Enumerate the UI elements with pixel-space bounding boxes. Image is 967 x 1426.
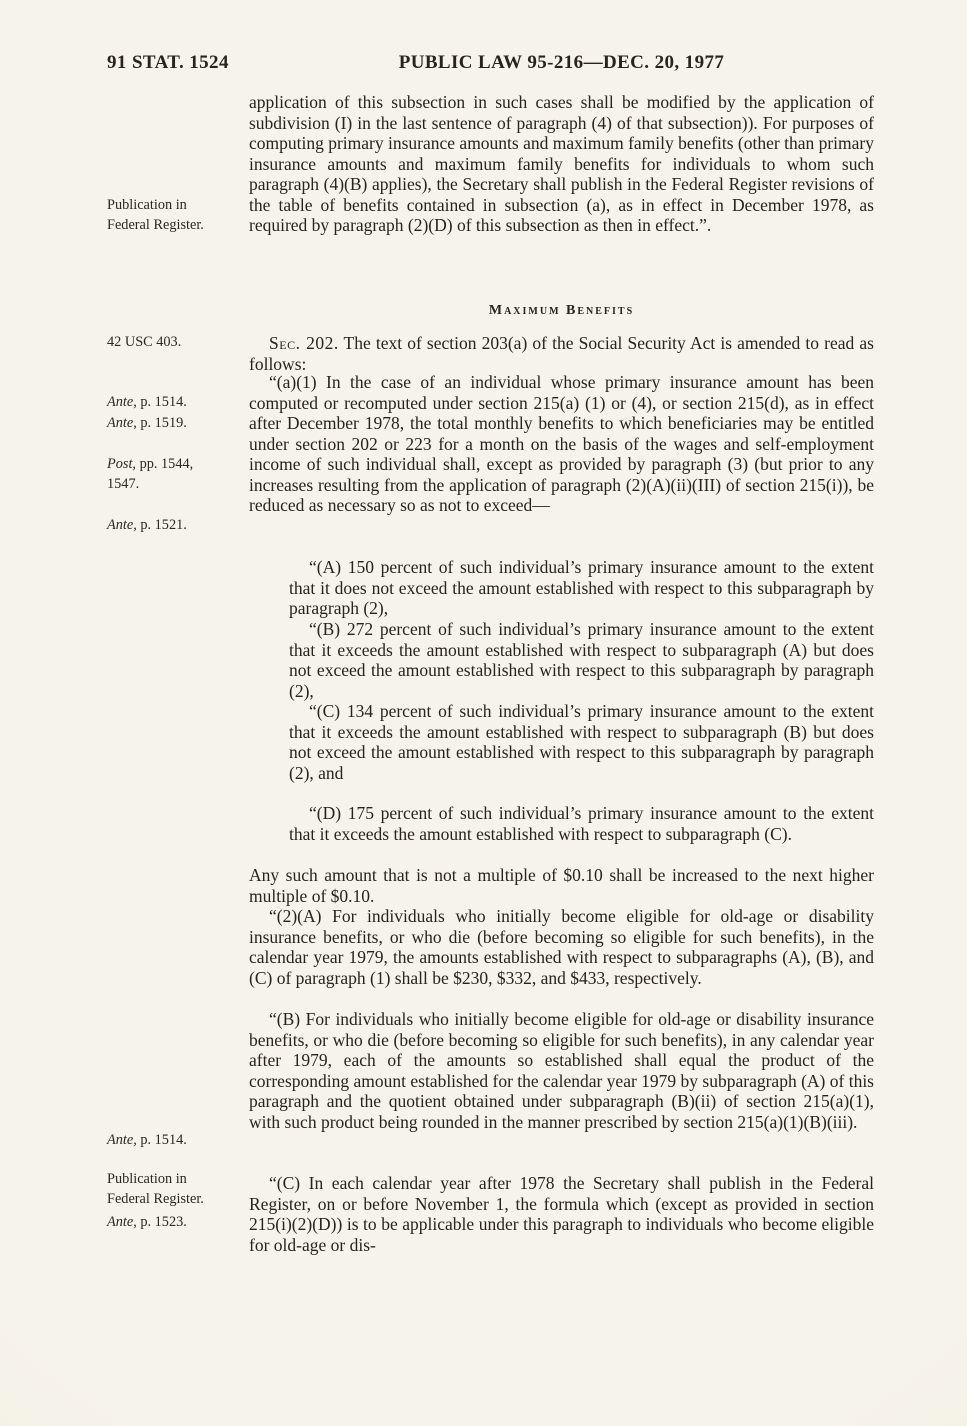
margin-note-case-ref: Ante, [107, 394, 137, 410]
public-law-header: PUBLIC LAW 95-216—DEC. 20, 1977 [398, 52, 725, 73]
margin-note-ante-1514 [107, 392, 245, 412]
paragraph-rounding-rule: Any such amount that is not a multiple of $0.10 shall be increased to the next higher multiple of $0.10. [249, 865, 874, 906]
margin-note-line: Federal Register. [107, 217, 204, 233]
sec-202-text: The text of section 203(a) of the Social Security Act is amended to read as follows: [249, 333, 874, 374]
margin-note-case-ref: Ante, [107, 415, 137, 431]
margin-note-case-ref: Post, [107, 456, 136, 472]
paragraph-publication-requirement: application of this subsection in such cases shall be modified by the application of subdivision (I) in the last sentence of paragraph (4) of that subsection)). For purposes of computing primary insurance amounts and maximum family benefits (other than primary insurance amounts and maximum family benefits for individuals to whom such paragraph (4)(B) applies), the Secretary shall publish in the Federal Register revisions of the table of benefits contained in subsection (a), as in effect in December 1978, as required by paragraph (2)(D) of this subsection as then in effect.”. [249, 92, 874, 235]
margin-note-post-1544-1547 [107, 454, 245, 494]
margin-note-ante-1519 [107, 413, 245, 433]
margin-note-case-ref: Ante, [107, 1214, 137, 1230]
subparagraph-C-134-percent: “(C) 134 percent of such individual’s primary insurance amount to the extent that it exceeds the amount established with respect to subparagraph (B) but does not exceed the amount established with respect to this subparagraph by paragraph (2), and [289, 701, 874, 783]
margin-note-ante-1521 [107, 515, 245, 535]
paragraph-2A-calendar-1979-amounts: “(2)(A) For individuals who initially become eligible for old-age or disability insurance benefits, or who die (before becoming so eligible for such benefits), in the calendar year 1979, the amounts established with respect to subparagraphs (A), (B), and (C) of paragraph (1) shall be $230, $332, and $433, respectively. [249, 906, 874, 988]
section-heading-maximum-benefits: Maximum Benefits [488, 303, 635, 318]
margin-note-case-ref: Ante, [107, 1132, 137, 1148]
margin-note-page-ref: p. 1514. [136, 394, 187, 410]
margin-note-line: Publication in [107, 197, 187, 213]
margin-note-publication-federal-register-2 [107, 1169, 245, 1209]
margin-note-ante-1514-second [107, 1130, 245, 1150]
subparagraph-B-272-percent: “(B) 272 percent of such individual’s primary insurance amount to the extent that it exceeds the amount established with respect to subparagraph (A) but does not exceed the amount established with respect to this subparagraph by paragraph (2), [289, 619, 874, 701]
paragraph-2B-after-1979-amounts: “(B) For individuals who initially become eligible for old-age or disability insurance benefits, or who die (before becoming so eligible for such benefits), in any calendar year after 1979, each of the amounts so established shall equal the product of the corresponding amount established for the calendar year 1979 by subparagraph (A) of this paragraph and the quotient obtained under subparagraph (B)(ii) of section 215(a)(1), with such product being rounded in the manner prescribed by section 215(a)(1)(B)(iii). [249, 1009, 874, 1132]
paragraph-a1-primary-insurance: “(a)(1) In the case of an individual whose primary insurance amount has been computed or recomputed under section 215(a) (1) or (4), or section 215(d), as in effect after December 1978, the total monthly benefits to which beneficiaries may be entitled under section 202 or 223 for a month on the basis of the wages and self-employment income of such individual shall, except as provided by paragraph (3) (but prior to any increases resulting from the application of paragraph (2)(A)(ii)(III) of section 215(i)), be reduced as necessary so as not to exceed— [249, 372, 874, 515]
margin-note-page-ref: p. 1521. [136, 517, 187, 533]
subparagraph-A-150-percent: “(A) 150 percent of such individual’s primary insurance amount to the extent that it does not exceed the amount established with respect to this subparagraph by paragraph (2), [289, 557, 874, 618]
sec-202-label: Sec. 202. [269, 333, 339, 353]
paragraph-sec-202 [249, 333, 874, 374]
paragraph-2C-federal-register-publication: “(C) In each calendar year after 1978 the Secretary shall publish in the Federal Register, on or before November 1, the formula which (except as provided in section 215(i)(2)(D)) is to be applicable under this paragraph to individuals who become eligible for old-age or dis- [249, 1173, 874, 1255]
margin-note-line: Publication in [107, 1171, 187, 1187]
stat-page-number: 91 STAT. 1524 [107, 52, 229, 73]
margin-note-page-ref: pp. 1544, [136, 456, 194, 472]
margin-note-page-ref: p. 1523. [136, 1214, 187, 1230]
margin-note-page-ref: p. 1519. [136, 415, 187, 431]
margin-note-case-ref: Ante, [107, 517, 137, 533]
subparagraph-D-175-percent: “(D) 175 percent of such individual’s primary insurance amount to the extent that it exceeds the amount established with respect to subparagraph (C). [289, 803, 874, 844]
margin-note-usc-citation [107, 332, 245, 352]
margin-note-page-ref: p. 1514. [136, 1132, 187, 1148]
margin-note-line: 42 USC 403. [107, 334, 182, 350]
margin-note-line: Federal Register. [107, 1191, 204, 1207]
margin-note-line: 1547. [107, 476, 140, 492]
margin-note-publication-federal-register-1 [107, 195, 245, 235]
margin-note-ante-1523 [107, 1212, 245, 1232]
statute-text-column [249, 0, 874, 1426]
